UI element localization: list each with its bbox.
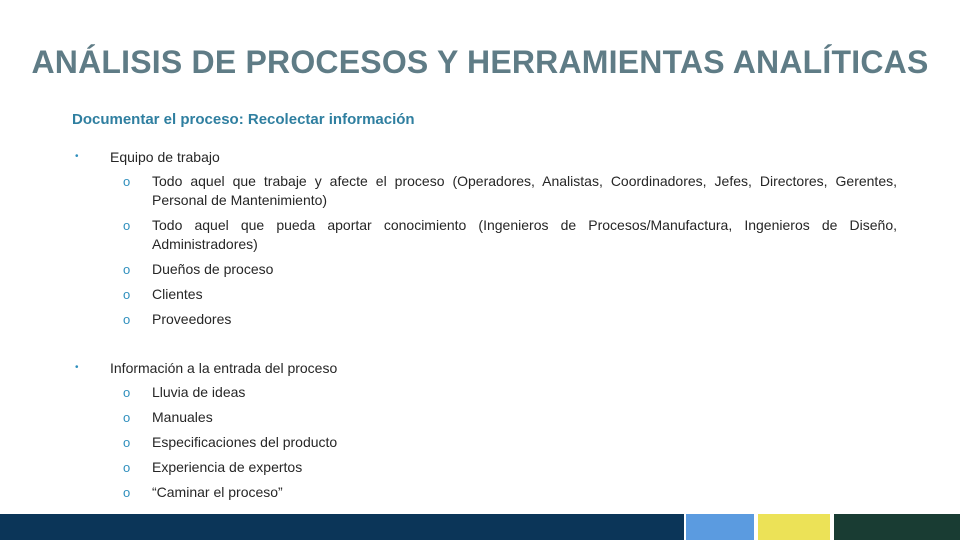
bullet-item: [72, 359, 897, 377]
sub-list: [72, 172, 897, 329]
footer-segment-green: [834, 514, 960, 540]
slide-title: ANÁLISIS DE PROCESOS Y HERRAMIENTAS ANALÍTICAS: [31, 44, 929, 80]
sub-item-text: “Caminar el proceso”: [152, 484, 283, 500]
sub-item: [72, 458, 897, 477]
sub-item: [72, 383, 897, 402]
sub-item-text: Proveedores: [152, 311, 232, 327]
sub-item-text: Todo aquel que pueda aportar conocimiento (Ingenieros de Procesos/Manufactura, Ingenieros de Diseño, Administradores): [152, 217, 897, 252]
circle-bullet-icon: o: [123, 435, 131, 450]
section-informacion-entrada: [72, 359, 897, 502]
sub-item: [72, 408, 897, 427]
bullet-dot-icon: •: [75, 151, 79, 162]
sub-item-text: Especificaciones del producto: [152, 434, 338, 450]
footer-color-bar: [0, 514, 960, 540]
section-equipo-de-trabajo: [72, 148, 897, 329]
sub-item-text: Lluvia de ideas: [152, 384, 246, 400]
footer-segment-blue: [686, 514, 754, 540]
bullet-item: [72, 148, 897, 166]
sub-item: [72, 172, 897, 210]
sub-item-text: Dueños de proceso: [152, 261, 274, 277]
footer-segment-navy: [0, 514, 684, 540]
sub-item-text: Experiencia de expertos: [152, 459, 303, 475]
sub-item: [72, 310, 897, 329]
sub-item: [72, 260, 897, 279]
sub-item: [72, 285, 897, 304]
slide-subtitle: Documentar el proceso: Recolectar información: [72, 111, 415, 128]
sub-item-text: Clientes: [152, 286, 203, 302]
circle-bullet-icon: o: [123, 262, 131, 277]
circle-bullet-icon: o: [123, 287, 131, 302]
sub-list: [72, 383, 897, 502]
footer-segment-yellow: [758, 514, 830, 540]
circle-bullet-icon: o: [123, 485, 131, 500]
circle-bullet-icon: o: [123, 460, 131, 475]
sub-item-text: Manuales: [152, 409, 213, 425]
circle-bullet-icon: o: [123, 385, 131, 400]
circle-bullet-icon: o: [123, 312, 131, 327]
bullet-label: Equipo de trabajo: [110, 149, 220, 165]
bullet-dot-icon: •: [75, 362, 79, 373]
sub-item: [72, 433, 897, 452]
bullet-label: Información a la entrada del proceso: [110, 360, 338, 376]
sub-item-text: Todo aquel que trabaje y afecte el proceso (Operadores, Analistas, Coordinadores, Jefes, Directores, Gerentes, Personal de Mantenimiento): [152, 173, 897, 208]
circle-bullet-icon: o: [123, 174, 131, 189]
circle-bullet-icon: o: [123, 218, 131, 233]
slide-content: [72, 148, 897, 502]
circle-bullet-icon: o: [123, 410, 131, 425]
sub-item: [72, 483, 897, 502]
sub-item: [72, 216, 897, 254]
